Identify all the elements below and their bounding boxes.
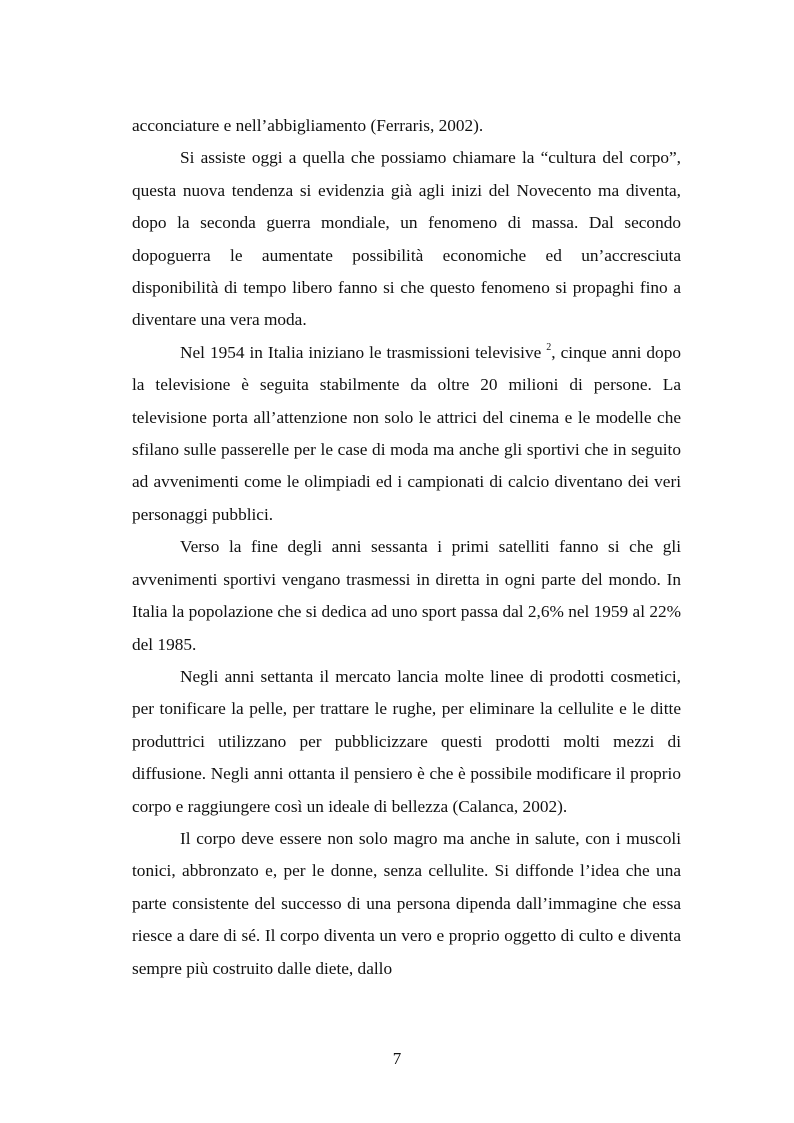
paragraph-televisione: [132, 337, 681, 531]
page-number: 7: [392, 1049, 402, 1068]
paragraph-satelliti: Verso la fine degli anni sessanta i primi satelliti fanno si che gli avvenimenti sportivi vengano trasmessi in diretta in ogni parte del mondo. In Italia la popolazione che si dedica ad uno sport passa dal 2,6% nel 1959 al 22% del 1985.: [132, 537, 681, 654]
paragraph-cosmetici: Negli anni settanta il mercato lancia molte linee di prodotti cosmetici, per tonificare la pelle, per trattare le rughe, per eliminare la cellulite e le ditte produttrici utilizzano per pubblicizzare questi prodotti molti mezzi di diffusione. Negli anni ottanta il pensiero è che è possibile modificare il proprio corpo e raggiungere così un ideale di bellezza (Calanca, 2002).: [132, 666, 681, 816]
document-body: [132, 110, 681, 985]
paragraph-corpo-culto: Il corpo deve essere non solo magro ma anche in salute, con i muscoli tonici, abbronzato e, per le donne, senza cellulite. Si diffonde l’idea che una parte consistente del successo di una persona dipenda dall’immagine che essa riesce a dare di sé. Il corpo diventa un vero e proprio oggetto di culto e diventa sempre più costruito dalle diete, dallo: [132, 828, 681, 978]
footnote-reference[interactable]: 2: [546, 341, 552, 353]
paragraph-continuation: acconciature e nell’abbigliamento (Ferraris, 2002).: [132, 116, 484, 135]
paragraph-cultura-del-corpo: Si assiste oggi a quella che possiamo chiamare la “cultura del corpo”, questa nuova tendenza si evidenzia già agli inizi del Novecento ma diventa, dopo la seconda guerra mondiale, un fenomeno di massa. Dal secondo dopoguerra le aumentate possibilità economiche ed un’accresciuta disponibilità di tempo libero fanno si che questo fenomeno si propaghi fino a diventare una vera moda.: [132, 148, 681, 330]
paragraph-televisione-text-after: , cinque anni dopo la televisione è seguita stabilmente da oltre 20 milioni di persone. La televisione porta all’attenzione non solo le attrici del cinema e le modelle che sfilano sulle passerelle per le case di moda ma anche gli sportivi che in seguito ad avvenimenti come le olimpiadi ed i campionati di calcio diventano dei veri personaggi pubblici.: [132, 342, 681, 524]
paragraph-televisione-text-before: Nel 1954 in Italia iniziano le trasmissioni televisive: [180, 342, 547, 362]
